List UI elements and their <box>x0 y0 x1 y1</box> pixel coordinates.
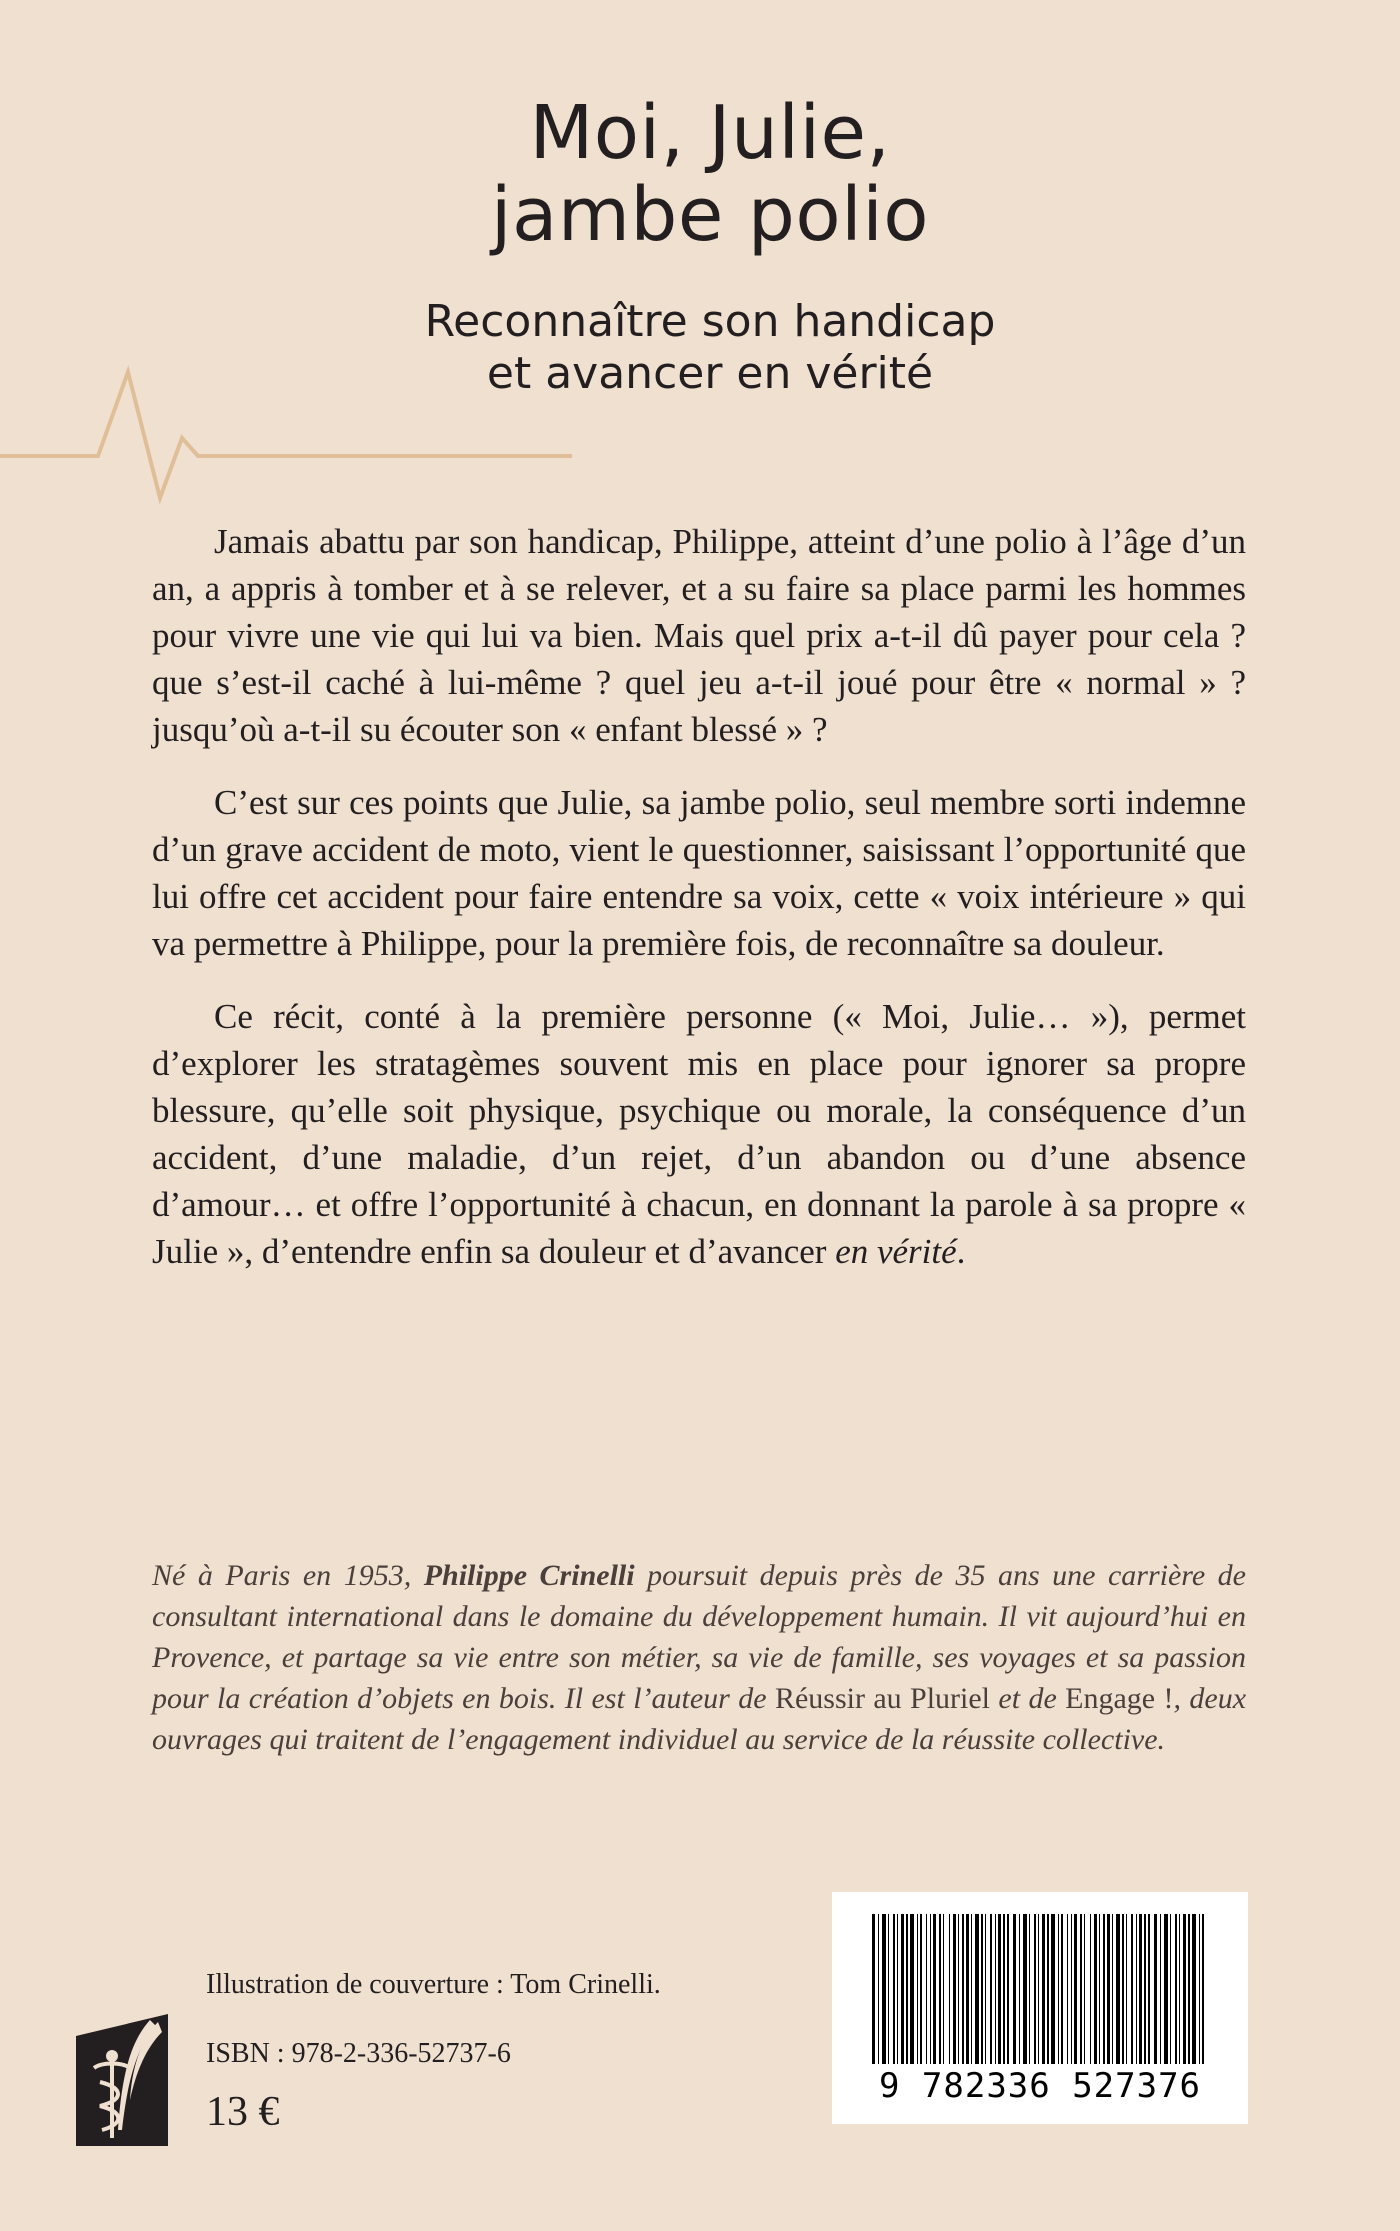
barcode-bar <box>1144 1914 1146 2064</box>
barcode-bar <box>1131 1914 1133 2064</box>
illustration-credit: Illustration de couverture : Tom Crinelli. <box>206 1969 661 2000</box>
barcode-bar <box>1047 1914 1049 2064</box>
isbn: ISBN : 978-2-336-52737-6 <box>206 2038 511 2069</box>
barcode-bar <box>1003 1914 1005 2064</box>
barcode-bar <box>910 1914 914 2064</box>
caduceus-feather-icon <box>72 2010 172 2150</box>
barcode-bar <box>990 1914 992 2064</box>
book-title <box>0 92 1400 256</box>
barcode-bar <box>1058 1914 1059 2064</box>
barcode-digits: 9 782336 527376 <box>878 2066 1202 2106</box>
title-line-2: jambe polio <box>490 172 930 258</box>
summary-paragraph-1: Jamais abattu par son handicap, Philippe, atteint d’une polio à l’âge d’un an, a appris à tomber et à se relever, et a su faire sa place parmi les hommes pour vivre une vie qui lui va bien. Mais quel prix a-t-il dû payer pour cela ? que s’est-il caché à lui-même ? quel jeu a-t-il joué pour être « normal » ? jusqu’où a-t-il su écouter son « enfant blessé » ? <box>152 522 1246 749</box>
barcode-bar <box>893 1914 895 2064</box>
barcode-bar <box>878 1914 879 2064</box>
barcode-bar <box>1116 1914 1120 2064</box>
barcode-bar <box>958 1914 959 2064</box>
barcode-bar <box>949 1914 950 2064</box>
barcode-bar <box>939 1914 941 2064</box>
barcode-bar <box>1199 1914 1200 2064</box>
barcode-bar <box>906 1914 908 2064</box>
barcode-bar <box>1139 1914 1142 2064</box>
barcode-bar <box>882 1914 886 2064</box>
barcode-bar <box>962 1914 964 2064</box>
summary-paragraph-3 <box>152 993 1246 1275</box>
barcode-bar <box>1080 1914 1082 2064</box>
barcode-bar <box>1099 1914 1100 2064</box>
barcode-bar <box>1107 1914 1110 2064</box>
author-bio <box>152 1555 1246 1760</box>
barcode-bar <box>1192 1914 1196 2064</box>
summary-paragraph-2: C’est sur ces points que Julie, sa jambe polio, seul membre sorti indemne d’un grave accident de moto, vient le questionner, saisissant l’opportunité que lui offre cet accident pour faire entendre sa voix, cette « voix intérieure » qui va permettre à Philippe, pour la première fois, de reconnaître sa douleur. <box>152 783 1246 963</box>
barcode-bar <box>1019 1914 1020 2064</box>
barcode-bar <box>975 1914 979 2064</box>
barcode-bar <box>1067 1914 1068 2064</box>
bio-part-3: et de <box>990 1682 1066 1715</box>
barcode-bar <box>933 1914 936 2064</box>
barcode-bar <box>1175 1914 1177 2064</box>
barcode-bar <box>1170 1914 1171 2064</box>
barcode-bar <box>1061 1914 1063 2064</box>
title-line-1: Moi, Julie, <box>529 90 891 176</box>
barcode-bar <box>981 1914 983 2064</box>
barcode-bar <box>1007 1914 1009 2064</box>
summary-paragraph-3-end: . <box>956 1232 966 1271</box>
barcode-bar <box>953 1914 956 2064</box>
heartbeat-line-icon <box>0 360 600 510</box>
subtitle-line-1: Reconnaître son handicap <box>424 296 996 347</box>
barcode-bar <box>926 1914 927 2064</box>
book-title-2: Engage ! <box>1065 1682 1174 1715</box>
subtitle-line-2: et avancer en vérité <box>486 348 934 399</box>
barcode-bar <box>917 1914 918 2064</box>
price: 13 € <box>206 2089 280 2135</box>
barcode-bar <box>1074 1914 1077 2064</box>
back-cover-summary <box>152 518 1246 1301</box>
barcode-bar <box>985 1914 986 2064</box>
barcode-bar <box>998 1914 1001 2064</box>
summary-paragraph-3-text: Ce récit, conté à la première personne (« Moi, Julie… »), permet d’explorer les stratagèmes souvent mis en place pour ignorer sa propre blessure, qu’elle soit physique, psychique ou morale, la conséquence d’un accident, d’une maladie, d’un rejet, d’un abandon ou d’une absence d’amour… et offre l’opportunité à chacun, en donnant la parole à sa propre « Julie », d’entendre enfin sa douleur et d’avancer <box>152 997 1246 1271</box>
barcode-bar <box>1148 1914 1150 2064</box>
barcode-bar <box>995 1914 996 2064</box>
barcode-bar <box>1122 1914 1124 2064</box>
barcode-bar <box>1034 1914 1036 2064</box>
barcode-bar <box>1126 1914 1127 2064</box>
barcode-bar <box>1029 1914 1030 2064</box>
barcode-bar <box>1202 1914 1204 2064</box>
book-title-1: Réussir au Pluriel <box>774 1682 991 1715</box>
barcode-bar <box>1112 1914 1113 2064</box>
barcode-bar <box>901 1914 904 2064</box>
barcode-bar <box>1071 1914 1072 2064</box>
barcode-bar <box>930 1914 931 2064</box>
barcode-bar <box>1013 1914 1016 2064</box>
barcode-bar <box>1183 1914 1186 2064</box>
isbn-barcode <box>832 1892 1248 2124</box>
barcode-bar <box>897 1914 898 2064</box>
barcode-bar <box>943 1914 944 2064</box>
barcode-bar <box>1023 1914 1027 2064</box>
barcode-bar <box>966 1914 969 2064</box>
barcode-bar <box>1164 1914 1168 2064</box>
barcode-bar <box>1090 1914 1091 2064</box>
barcode-bar <box>872 1914 875 2064</box>
barcode-bar <box>1042 1914 1045 2064</box>
barcode-bar <box>1094 1914 1097 2064</box>
author-name: Philippe Crinelli <box>423 1559 635 1592</box>
bio-part-1: Né à Paris en 1953, <box>152 1559 424 1592</box>
barcode-bar <box>920 1914 922 2064</box>
barcode-bar <box>1188 1914 1190 2064</box>
barcode-bar <box>1103 1914 1105 2064</box>
barcode-bar <box>971 1914 972 2064</box>
title-block <box>0 92 1400 400</box>
bio-part-4: , deux ouvrages qui traitent de l’engagement individuel au service de la réussite collective. <box>152 1682 1247 1756</box>
credits <box>206 1968 661 2002</box>
barcode-bar <box>1051 1914 1055 2064</box>
barcode-bar <box>1084 1914 1085 2064</box>
bio-part-2: poursuit depuis près de 35 ans une carrière de consultant international dans le domaine du développement humain. Il vit aujourd’hui en Provence, et partage sa vie entre son métier, sa vie de famille, ses voyages et sa passion pour la création d’objets en bois. Il est l’auteur de <box>152 1559 1246 1715</box>
barcode-bar <box>1136 1914 1137 2064</box>
barcode-bar <box>1160 1914 1161 2064</box>
barcode-bar <box>1179 1914 1180 2064</box>
barcode-bar <box>1038 1914 1039 2064</box>
summary-emphasis: en vérité <box>835 1232 957 1271</box>
barcode-bar <box>888 1914 889 2064</box>
barcode-bar <box>1154 1914 1157 2064</box>
